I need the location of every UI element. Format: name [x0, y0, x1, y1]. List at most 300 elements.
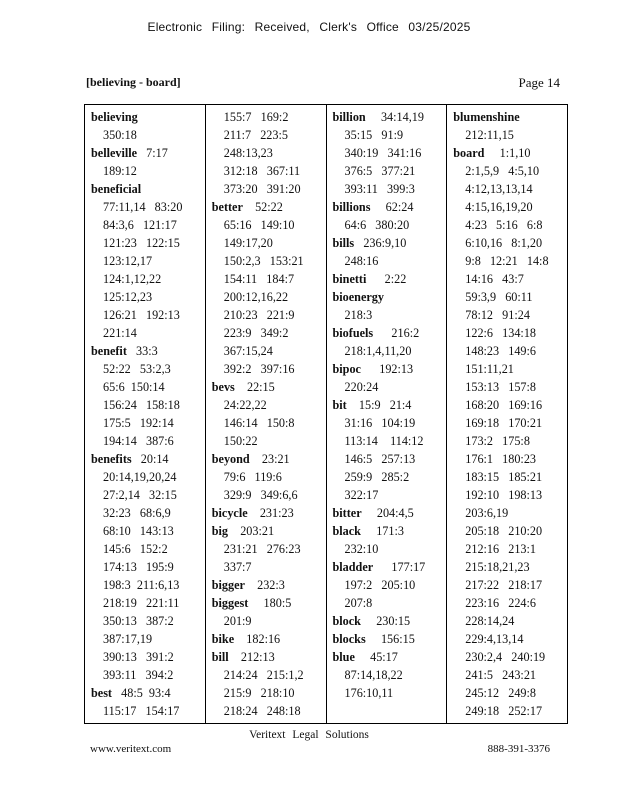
- index-entry: [333, 108, 447, 126]
- index-references: 329:9 349:6,6: [223, 488, 298, 502]
- index-references: 68:10 143:13: [103, 524, 174, 538]
- index-term: beneficial: [91, 182, 142, 196]
- index-continuation: [333, 342, 447, 360]
- index-term: bitter: [332, 506, 362, 520]
- index-references: 198:3 211:6,13: [103, 578, 180, 592]
- index-references: 155:7 169:2: [223, 110, 289, 124]
- index-references: 65:6 150:14: [103, 380, 165, 394]
- index-references: 122:6 134:18: [465, 326, 537, 340]
- index-references: 45:17: [354, 650, 398, 664]
- index-references: 220:24: [344, 380, 379, 394]
- index-term: bigger: [211, 578, 245, 592]
- index-references: 173:2 175:8: [465, 434, 530, 448]
- index-continuation: [212, 432, 326, 450]
- index-references: 232:3: [244, 578, 285, 592]
- index-continuation: [212, 126, 326, 144]
- index-continuation: [453, 216, 567, 234]
- index-continuation: [333, 486, 447, 504]
- index-continuation: [333, 540, 447, 558]
- index-references: 218:24 248:18: [223, 704, 301, 718]
- index-term: blumenshine: [453, 110, 520, 124]
- index-references: 390:13 391:2: [103, 650, 174, 664]
- index-references: 113:14 114:12: [344, 434, 424, 448]
- index-continuation: [333, 432, 447, 450]
- index-term: bit: [332, 398, 347, 412]
- index-entry: [91, 342, 205, 360]
- index-continuation: [91, 612, 205, 630]
- index-continuation: [333, 306, 447, 324]
- index-continuation: [333, 450, 447, 468]
- index-continuation: [91, 306, 205, 324]
- index-references: 194:14 387:6: [103, 434, 174, 448]
- index-references: 228:14,24: [465, 614, 515, 628]
- index-continuation: [453, 648, 567, 666]
- index-continuation: [453, 162, 567, 180]
- index-references: 183:15 185:21: [465, 470, 543, 484]
- index-references: 217:22 218:17: [465, 578, 543, 592]
- index-entry: [91, 450, 205, 468]
- index-entry: [333, 360, 447, 378]
- index-term: best: [91, 686, 112, 700]
- index-entry: [212, 522, 326, 540]
- index-continuation: [212, 486, 326, 504]
- index-references: 4:12,13,13,14: [465, 182, 533, 196]
- index-continuation: [91, 162, 205, 180]
- index-term: billions: [332, 200, 371, 214]
- filing-stamp: Electronic Filing: Received, Clerk's Office 03/25/2025: [147, 20, 471, 34]
- index-entry: [333, 396, 447, 414]
- index-references: 197:2 205:10: [344, 578, 416, 592]
- index-term: bicycle: [211, 506, 248, 520]
- index-continuation: [91, 360, 205, 378]
- index-references: 176:1 180:23: [465, 452, 537, 466]
- index-references: 376:5 377:21: [344, 164, 416, 178]
- index-continuation: [91, 288, 205, 306]
- index-continuation: [333, 180, 447, 198]
- index-references: 151:11,21: [465, 362, 514, 376]
- index-continuation: [91, 504, 205, 522]
- index-references: 231:21 276:23: [223, 542, 301, 556]
- index-term: beyond: [211, 452, 250, 466]
- index-continuation: [212, 252, 326, 270]
- index-references: 223:9 349:2: [223, 326, 289, 340]
- index-references: 259:9 285:2: [344, 470, 410, 484]
- index-continuation: [91, 702, 205, 720]
- index-references: 393:11 394:2: [103, 668, 174, 682]
- index-references: 350:18: [103, 128, 137, 142]
- index-continuation: [453, 306, 567, 324]
- index-references: 149:17,20: [223, 236, 273, 250]
- index-references: 32:23 68:6,9: [103, 506, 171, 520]
- index-term: binetti: [332, 272, 367, 286]
- index-continuation: [453, 342, 567, 360]
- index-references: 87:14,18,22: [344, 668, 403, 682]
- index-references: 207:8: [344, 596, 373, 610]
- index-references: 214:24 215:1,2: [223, 668, 304, 682]
- index-references: 189:12: [103, 164, 137, 178]
- index-continuation: [453, 234, 567, 252]
- index-entry: [212, 504, 326, 522]
- index-references: 232:10: [344, 542, 379, 556]
- index-entry: [333, 288, 447, 306]
- index-references: 150:2,3 153:21: [223, 254, 304, 268]
- index-references: 33:3: [126, 344, 158, 358]
- index-term: board: [453, 146, 485, 160]
- index-references: 230:2,4 240:19: [465, 650, 546, 664]
- index-continuation: [91, 234, 205, 252]
- index-references: 221:14: [103, 326, 137, 340]
- index-continuation: [91, 522, 205, 540]
- index-continuation: [212, 288, 326, 306]
- index-references: 2:22: [366, 272, 407, 286]
- footer-website: www.veritext.com: [90, 743, 172, 755]
- index-references: 218:3: [344, 308, 373, 322]
- index-entry: [453, 108, 567, 126]
- index-references: 123:12,17: [103, 254, 153, 268]
- index-entry: [91, 684, 205, 702]
- index-references: 373:20 391:20: [223, 182, 301, 196]
- index-references: 14:16 43:7: [465, 272, 524, 286]
- index-references: 168:20 169:16: [465, 398, 543, 412]
- index-entry: [333, 522, 447, 540]
- index-continuation: [91, 558, 205, 576]
- index-term: bevs: [211, 380, 235, 394]
- index-references: 248:13,23: [223, 146, 273, 160]
- index-continuation: [453, 558, 567, 576]
- index-continuation: [333, 414, 447, 432]
- index-references: 215:18,21,23: [465, 560, 530, 574]
- index-continuation: [453, 702, 567, 720]
- index-term: big: [211, 524, 229, 538]
- index-references: 9:8 12:21 14:8: [465, 254, 549, 268]
- index-entry: [333, 234, 447, 252]
- index-continuation: [453, 486, 567, 504]
- index-continuation: [453, 198, 567, 216]
- index-continuation: [91, 666, 205, 684]
- index-references: 52:22 53:2,3: [103, 362, 171, 376]
- index-references: 203:6,19: [465, 506, 509, 520]
- index-continuation: [91, 576, 205, 594]
- index-continuation: [333, 144, 447, 162]
- word-index-table: [84, 104, 568, 724]
- index-continuation: [453, 324, 567, 342]
- index-continuation: [453, 396, 567, 414]
- index-references: 35:15 91:9: [344, 128, 404, 142]
- index-continuation: [91, 324, 205, 342]
- index-term: bill: [211, 650, 229, 664]
- index-references: 146:14 150:8: [223, 416, 295, 430]
- index-references: 212:11,15: [465, 128, 514, 142]
- index-continuation: [91, 630, 205, 648]
- index-continuation: [212, 558, 326, 576]
- index-term: bike: [211, 632, 235, 646]
- index-references: 180:5: [248, 596, 292, 610]
- index-references: 192:10 198:13: [465, 488, 543, 502]
- index-references: 59:3,9 60:11: [465, 290, 533, 304]
- index-continuation: [453, 594, 567, 612]
- index-references: 124:1,12,22: [103, 272, 162, 286]
- index-entry: [333, 648, 447, 666]
- index-term: bladder: [332, 560, 374, 574]
- index-references: 2:1,5,9 4:5,10: [465, 164, 540, 178]
- index-continuation: [212, 414, 326, 432]
- index-continuation: [91, 126, 205, 144]
- index-continuation: [212, 144, 326, 162]
- index-references: 393:11 399:3: [344, 182, 415, 196]
- index-continuation: [453, 684, 567, 702]
- index-continuation: [212, 162, 326, 180]
- index-references: 223:16 224:6: [465, 596, 537, 610]
- index-references: 1:1,10: [484, 146, 531, 160]
- index-references: 387:17,19: [103, 632, 153, 646]
- index-references: 236:9,10: [354, 236, 407, 250]
- index-range: [believing - board]: [86, 75, 181, 89]
- index-references: 367:15,24: [223, 344, 273, 358]
- index-references: 175:5 192:14: [103, 416, 174, 430]
- index-references: 177:17: [373, 560, 426, 574]
- index-continuation: [453, 630, 567, 648]
- index-references: 150:22: [223, 434, 258, 448]
- index-references: 6:10,16 8:1,20: [465, 236, 543, 250]
- index-continuation: [453, 360, 567, 378]
- index-references: 229:4,13,14: [465, 632, 524, 646]
- index-references: 4:15,16,19,20: [465, 200, 533, 214]
- index-continuation: [212, 324, 326, 342]
- index-references: 15:9 21:4: [346, 398, 412, 412]
- page-number: Page 14: [518, 75, 560, 90]
- index-term: bioenergy: [332, 290, 384, 304]
- index-continuation: [91, 378, 205, 396]
- index-continuation: [453, 504, 567, 522]
- index-continuation: [333, 216, 447, 234]
- index-continuation: [333, 126, 447, 144]
- index-references: 78:12 91:24: [465, 308, 530, 322]
- index-term: biggest: [211, 596, 249, 610]
- index-continuation: [453, 378, 567, 396]
- index-term: billion: [332, 110, 366, 124]
- index-entry: [91, 108, 205, 126]
- index-entry: [212, 450, 326, 468]
- index-references: 200:12,16,22: [223, 290, 289, 304]
- index-references: 84:3,6 121:17: [103, 218, 177, 232]
- index-continuation: [91, 468, 205, 486]
- index-references: 4:23 5:16 6:8: [465, 218, 543, 232]
- index-references: 27:2,14 32:15: [103, 488, 177, 502]
- index-continuation: [91, 414, 205, 432]
- index-references: 145:6 152:2: [103, 542, 168, 556]
- index-references: 174:13 195:9: [103, 560, 174, 574]
- index-references: 77:11,14 83:20: [103, 200, 183, 214]
- index-continuation: [212, 396, 326, 414]
- index-references: 212:13: [228, 650, 275, 664]
- index-references: 350:13 387:2: [103, 614, 174, 628]
- index-continuation: [212, 342, 326, 360]
- index-continuation: [212, 234, 326, 252]
- footer-phone: 888-391-3376: [487, 743, 550, 755]
- index-continuation: [91, 432, 205, 450]
- index-continuation: [91, 270, 205, 288]
- index-references: 62:24: [370, 200, 414, 214]
- index-references: 52:22: [242, 200, 283, 214]
- index-continuation: [453, 576, 567, 594]
- index-continuation: [453, 414, 567, 432]
- index-term: blocks: [332, 632, 366, 646]
- index-continuation: [333, 378, 447, 396]
- index-continuation: [453, 450, 567, 468]
- index-continuation: [212, 108, 326, 126]
- index-references: 340:19 341:16: [344, 146, 422, 160]
- index-entry: [333, 324, 447, 342]
- index-entry: [453, 144, 567, 162]
- index-term: better: [211, 200, 243, 214]
- index-continuation: [91, 252, 205, 270]
- index-continuation: [333, 252, 447, 270]
- index-term: blue: [332, 650, 355, 664]
- index-continuation: [333, 684, 447, 702]
- index-references: 156:24 158:18: [103, 398, 180, 412]
- index-references: 115:17 154:17: [103, 704, 180, 718]
- index-continuation: [91, 486, 205, 504]
- index-term: block: [332, 614, 361, 628]
- index-references: 211:7 223:5: [223, 128, 288, 142]
- index-references: 205:18 210:20: [465, 524, 543, 538]
- index-references: 337:7: [223, 560, 252, 574]
- index-references: 241:5 243:21: [465, 668, 537, 682]
- index-references: 23:21: [249, 452, 290, 466]
- index-references: 192:13: [360, 362, 414, 376]
- index-continuation: [453, 126, 567, 144]
- index-references: 65:16 149:10: [223, 218, 295, 232]
- index-references: 64:6 380:20: [344, 218, 410, 232]
- index-continuation: [453, 612, 567, 630]
- index-continuation: [453, 432, 567, 450]
- index-term: bipoc: [332, 362, 361, 376]
- index-continuation: [333, 468, 447, 486]
- index-entry: [333, 198, 447, 216]
- index-continuation: [91, 198, 205, 216]
- index-entry: [212, 648, 326, 666]
- index-references: 312:18 367:11: [223, 164, 301, 178]
- index-column-3: [326, 105, 447, 723]
- index-continuation: [212, 540, 326, 558]
- index-continuation: [453, 468, 567, 486]
- index-references: 169:18 170:21: [465, 416, 543, 430]
- index-continuation: [453, 180, 567, 198]
- index-references: 125:12,23: [103, 290, 153, 304]
- index-continuation: [212, 684, 326, 702]
- index-references: 182:16: [234, 632, 281, 646]
- index-term: benefits: [91, 452, 132, 466]
- index-continuation: [453, 666, 567, 684]
- index-entry: [333, 504, 447, 522]
- index-references: 216:2: [373, 326, 420, 340]
- index-term: believing: [91, 110, 138, 124]
- index-continuation: [91, 594, 205, 612]
- index-references: 322:17: [344, 488, 379, 502]
- index-references: 156:15: [365, 632, 415, 646]
- index-references: 249:18 252:17: [465, 704, 543, 718]
- index-references: 230:15: [360, 614, 411, 628]
- index-continuation: [212, 468, 326, 486]
- index-continuation: [212, 360, 326, 378]
- index-continuation: [333, 666, 447, 684]
- index-references: 392:2 397:16: [223, 362, 295, 376]
- index-continuation: [91, 396, 205, 414]
- index-continuation: [212, 666, 326, 684]
- index-references: 171:3: [360, 524, 404, 538]
- index-references: 231:23: [247, 506, 294, 520]
- index-continuation: [91, 540, 205, 558]
- index-references: 34:14,19: [365, 110, 424, 124]
- index-entry: [212, 378, 326, 396]
- index-references: 121:23 122:15: [103, 236, 180, 250]
- index-references: 201:9: [223, 614, 252, 628]
- index-references: 48:5 93:4: [112, 686, 171, 700]
- index-references: 148:23 149:6: [465, 344, 537, 358]
- index-continuation: [212, 180, 326, 198]
- index-term: black: [332, 524, 361, 538]
- index-entry: [91, 180, 205, 198]
- index-continuation: [212, 306, 326, 324]
- index-continuation: [453, 270, 567, 288]
- index-continuation: [212, 702, 326, 720]
- index-entry: [212, 630, 326, 648]
- index-entry: [333, 558, 447, 576]
- index-continuation: [453, 288, 567, 306]
- index-continuation: [333, 576, 447, 594]
- index-references: 248:16: [344, 254, 379, 268]
- index-references: 79:6 119:6: [223, 470, 282, 484]
- index-references: 215:9 218:10: [223, 686, 295, 700]
- index-continuation: [91, 216, 205, 234]
- index-column-1: [85, 105, 205, 723]
- index-references: 146:5 257:13: [344, 452, 416, 466]
- index-continuation: [212, 612, 326, 630]
- index-entry: [91, 144, 205, 162]
- index-continuation: [212, 270, 326, 288]
- footer-company: Veritext Legal Solutions: [249, 729, 369, 741]
- index-continuation: [453, 252, 567, 270]
- index-references: 218:1,4,11,20: [344, 344, 412, 358]
- index-term: bills: [332, 236, 355, 250]
- index-entry: [212, 594, 326, 612]
- index-term: benefit: [91, 344, 127, 358]
- index-term: belleville: [91, 146, 138, 160]
- index-references: 22:15: [234, 380, 275, 394]
- index-continuation: [453, 540, 567, 558]
- index-continuation: [91, 648, 205, 666]
- index-term: biofuels: [332, 326, 374, 340]
- index-continuation: [333, 594, 447, 612]
- index-references: 204:4,5: [361, 506, 414, 520]
- index-entry: [333, 612, 447, 630]
- index-references: 31:16 104:19: [344, 416, 416, 430]
- index-column-4: [446, 105, 567, 723]
- index-references: 154:11 184:7: [223, 272, 295, 286]
- index-references: 210:23 221:9: [223, 308, 295, 322]
- index-references: 203:21: [228, 524, 275, 538]
- index-references: 176:10,11: [344, 686, 394, 700]
- index-entry: [333, 270, 447, 288]
- index-references: 7:17: [137, 146, 168, 160]
- index-references: 20:14: [131, 452, 169, 466]
- index-references: 20:14,19,20,24: [103, 470, 177, 484]
- index-entry: [333, 630, 447, 648]
- index-references: 126:21 192:13: [103, 308, 180, 322]
- index-references: 212:16 213:1: [465, 542, 537, 556]
- index-entry: [212, 198, 326, 216]
- index-references: 245:12 249:8: [465, 686, 537, 700]
